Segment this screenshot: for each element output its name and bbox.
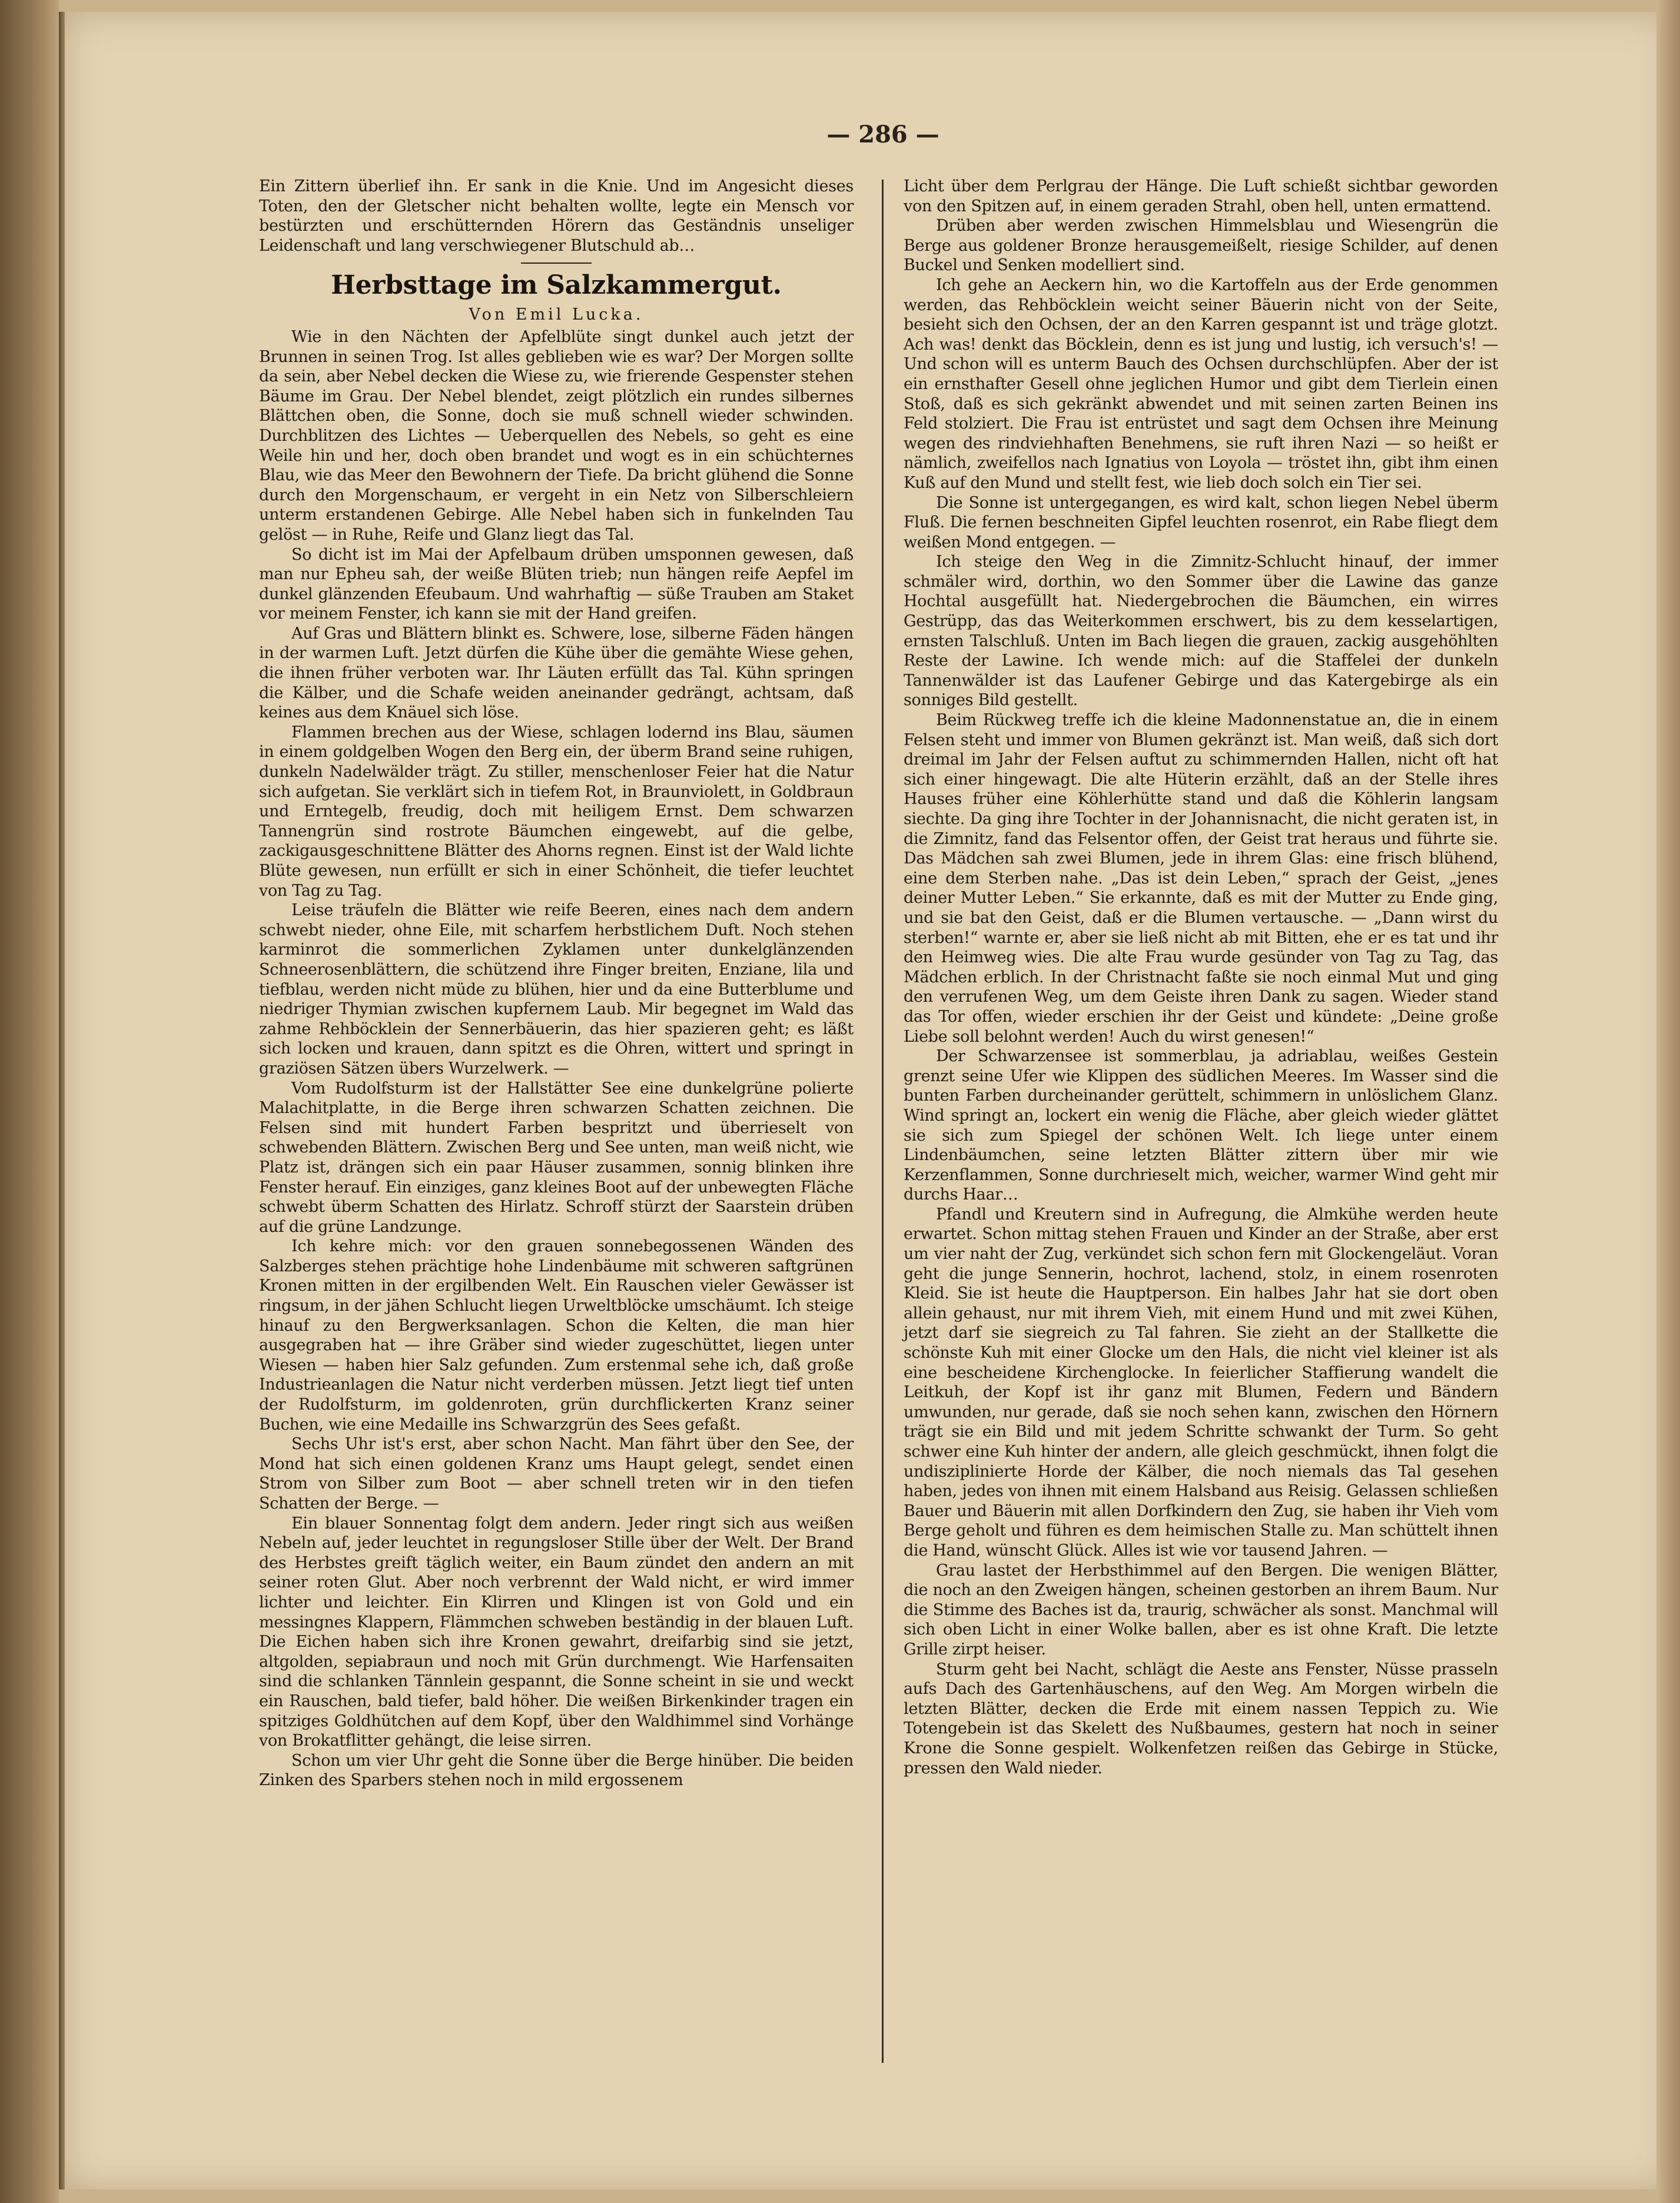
- paragraph: Grau lastet der Herbsthimmel auf den Bergen. Die wenigen Blätter, die noch an den Zweigen hängen, scheinen gestorben an ihrem Baum. Nur die Stimme des Baches ist da, traurig, schwächer als sonst. Manchmal will sich oben Licht in einer Wolke ballen, aber es ist ohne Kraft. Die letzte Grille zirpt heiser.: [904, 1561, 1498, 1659]
- book-binding: [0, 0, 59, 2203]
- paragraph: Schon um vier Uhr geht die Sonne über die Berge hinüber. Die beiden Zinken des Sparbers stehen noch in mild ergossenem: [259, 1751, 854, 1790]
- previous-article-ending: Ein Zittern überlief ihn. Er sank in die Knie. Und im Angesicht dieses Toten, den der Gletscher nicht behalten wollte, legte ein Mensch vor bestürzten und erschütternden Hörern das Geständnis unseliger Leidenschaft und lang verschwiegener Blutschuld ab…: [259, 177, 854, 255]
- paragraph-continuation: Licht über dem Perlgrau der Hänge. Die Luft schießt sichtbar geworden von den Spitzen auf, in einem geraden Strahl, oben hell, unten ermattend.: [904, 177, 1498, 215]
- paragraph: Ein blauer Sonnentag folgt dem andern. Jeder ringt sich aus weißen Nebeln auf, jeder leuchtet in regungsloser Stille über der Welt. Der Brand des Herbstes greift täglich weiter, ein Baum zündet den andern an mit seiner roten Glut. Aber noch verbrennt der Wald nicht, er wird immer lichter und leichter. Ein Klirren und Klingen ist von Gold und ein messingnes Klappern, Flämmchen schweben beständig in der blauen Luft. Die Eichen haben sich ihre Kronen gewahrt, dreifarbig sind sie jetzt, altgolden, sepiabraun und noch mit Grün durchmengt. Wie Harfensaiten sind die schlanken Tännlein gespannt, die Sonne scheint in sie und weckt ein Rauschen, bald tiefer, bald höher. Die weißen Birkenkinder tragen ein spitziges Goldhütchen auf dem Kopf, über den Waldhimmel sind Vorhänge von Brokatflitter gehängt, die leise sirren.: [259, 1514, 854, 1750]
- paragraph: Sechs Uhr ist's erst, aber schon Nacht. Man fährt über den See, der Mond hat sich einen goldenen Kranz ums Haupt gelegt, sendet einen Strom von Silber zum Boot — aber schnell treten wir in den tiefen Schatten der Berge. —: [259, 1435, 854, 1513]
- paragraph: Ich steige den Weg in die Zimnitz-Schlucht hinauf, der immer schmäler wird, dorthin, wo den Sommer über die Lawine das ganze Hochtal ausgefüllt hat. Niedergebrochen die Bäumchen, ein wirres Gestrüpp, das das Weiterkommen erschwert, bis zu dem kesselartigen, ernsten Talschluß. Unten im Bach liegen die grauen, zackig ausgehöhlten Reste der Lawine. Ich wende mich: auf die Staffelei der dunkeln Tannenwälder ist das Laufener Gebirge und das Katergebirge als ein sonniges Bild gestellt.: [904, 553, 1498, 710]
- article-separator: [521, 263, 592, 264]
- paragraph: Wie in den Nächten der Apfelblüte singt dunkel auch jetzt der Brunnen in seinen Trog. Ist alles geblieben wie es war? Der Morgen sollte da sein, aber Nebel decken die Wiese zu, wie frierende Gespenster stehen Bäume im Grau. Der Nebel blendet, zeigt plötzlich ein rundes silbernes Blättchen oben, die Sonne, doch sie muß schnell wieder schwinden. Durchblitzen des Lichtes — Ueberquellen des Nebels, so geht es eine Weile hin und her, doch oben brandet und wogt es in ein schüchternes Blau, wie das Meer den Bewohnern der Tiefe. Da bricht glühend die Sonne durch den Morgenschaum, er vergeht in ein Netz von Silberschleiern unterm erstandenen Gebirge. Alle Nebel haben sich in funkelnden Tau gelöst — in Ruhe, Reife und Glanz liegt das Tal.: [259, 327, 854, 544]
- paragraph: Sturm geht bei Nacht, schlägt die Aeste ans Fenster, Nüsse prasseln aufs Dach des Gartenhäuschens, auf den Weg. Am Morgen wirbeln die letzten Blätter, decken die Erde mit einem nassen Teppich zu. Wie Totengebein ist das Skelett des Nußbaumes, gestern hat noch in seiner Krone die Sonne gespielt. Wolkenfetzen reißen das Gebirge in Stücke, pressen den Wald nieder.: [904, 1660, 1498, 1777]
- paragraph: Ich kehre mich: vor den grauen sonnebegossenen Wänden des Salzberges stehen prächtige hohe Lindenbäume mit schweren saftgrünen Kronen mitten in der ergilbenden Welt. Ein Rauschen vieler Gewässer ist ringsum, in der jähen Schlucht liegen Urweltblöcke umschäumt. Ich steige hinauf zu den Bergwerksanlagen. Schon die Kelten, die man hier ausgegraben hat — ihre Gräber sind wieder zugeschüttet, liegen unter Wiesen — haben hier Salz gefunden. Zum erstenmal sehe ich, daß große Industrieanlagen die Natur nicht verderben müssen. Jetzt liegt tief unten der Rudolfsturm, im goldenroten, grün durchflickerten Kranz seiner Buchen, wie eine Medaille ins Schwarzgrün des Sees gefaßt.: [259, 1237, 854, 1434]
- right-column: [904, 177, 1498, 1778]
- paragraph: Drüben aber werden zwischen Himmelsblau und Wiesengrün die Berge aus goldener Bronze herausgemeißelt, riesige Schilder, auf denen Buckel und Senken modelliert sind.: [904, 217, 1498, 275]
- column-divider: [882, 180, 884, 2063]
- article-byline: Von Emil Lucka.: [469, 305, 644, 324]
- paragraph: Der Schwarzensee ist sommerblau, ja adriablau, weißes Gestein grenzt seine Ufer wie Klippen des südlichen Meeres. Im Wasser sind die bunten Farben durcheinander gerüttelt, schimmern in unlöslichem Glanz. Wind springt an, lockert ein wenig die Fläche, aber gleich wieder glättet sie sich zum Spiegel der schönen Welt. Ich liege unter einem Lindenbäumchen, seine letzten Blätter zittern über mir wie Kerzenflammen, Sonne durchrieselt mich, weicher, warmer Wind geht mir durchs Haar…: [904, 1047, 1498, 1204]
- left-column: [259, 177, 854, 1790]
- paragraph: Ich gehe an Aeckern hin, wo die Kartoffeln aus der Erde genommen werden, das Rehböcklein weicht seiner Bäuerin nicht von der Seite, besieht sich den Ochsen, der an den Karren gespannt ist und träge glotzt. Ach was! denkt das Böcklein, denn es ist jung und lustig, ich versuch's! — Und schon will es unterm Bauch des Ochsen durchschlüpfen. Aber der ist ein ernsthafter Gesell ohne jeglichen Humor und gibt dem Tierlein einen Stoß, daß es sich gekränkt abwendet und mit seinen zarten Beinen ins Feld stolziert. Die Frau ist entrüstet und sagt dem Ochsen ihre Meinung wegen des rindviehhaften Benehmens, sie ruft ihren Nazi — so heißt er nämlich, zweifellos nach Ignatius von Loyola — tröstet ihn, gibt ihm einen Kuß auf den Mund und stellt fest, wie lieb doch solch ein Tier sei.: [904, 275, 1498, 492]
- paragraph: Vom Rudolfsturm ist der Hallstätter See eine dunkelgrüne polierte Malachitplatte, in die Berge ihren schwarzen Schatten zeichnen. Die Felsen sind mit hundert Farben bespritzt und überrieselt von schwebenden Blättern. Zwischen Berg und See unten, man weiß nicht, wie Platz ist, drängen sich ein paar Häuser zusammen, sonnig blinken ihre Fenster herauf. Ein einziges, ganz kleines Boot auf der unbewegten Fläche schwebt überm Schatten des Hirlatz. Schroff stürzt der Saarstein drüben auf die grüne Landzunge.: [259, 1079, 854, 1236]
- paragraph: Leise träufeln die Blätter wie reife Beeren, eines nach dem andern schwebt nieder, ohne Eile, mit scharfem herbstlichem Duft. Noch stehen karminrot die sommerlichen Zyklamen unter dunkelglänzenden Schneerosenblättern, die schützend ihre Finger breiten, Enziane, lila und tiefblau, werden nicht müde zu blühen, hier und da eine Butterblume und niedriger Thymian zwischen kupfernem Laub. Mir begegnet im Wald das zahme Rehböcklein der Sennerbäuerin, das hier spazieren geht; es läßt sich locken und krauen, dann spitzt es die Ohren, wittert und springt in graziösen Sätzen übers Wurzelwerk. —: [259, 901, 854, 1078]
- page-left-edge: [59, 12, 65, 2189]
- paragraph: Die Sonne ist untergegangen, es wird kalt, schon liegen Nebel überm Fluß. Die fernen beschneiten Gipfel leuchten rosenrot, ein Rabe fliegt dem weißen Mond entgegen. —: [904, 493, 1498, 551]
- paragraph: So dicht ist im Mai der Apfelbaum drüben umsponnen gewesen, daß man nur Epheu sah, der weiße Blüten trieb; nun hängen reife Aepfel im dunkel glänzenden Efeubaum. Und wahrhaftig — süße Trauben am Staket vor meinem Fenster, ich kann sie mit der Hand greifen.: [259, 545, 854, 623]
- paragraph: Beim Rückweg treffe ich die kleine Madonnenstatue an, die in einem Felsen steht und immer von Blumen gekränzt ist. Man weiß, daß sich dort dreimal im Jahr der Felsen auftut zu schimmernden Hallen, nicht oft hat sich einer hingewagt. Die alte Hüterin erzählt, daß an der Stelle ihres Hauses früher eine Köhlerhütte stand und daß die Köhlerin langsam siechte. Da ging ihre Tochter in der Johannisnacht, die nicht geraten ist, in die Zimnitz, fand das Felsentor offen, der Geist trat heraus und führte sie. Das Mädchen sah zwei Blumen, jede in ihrem Glas: eine frisch blühend, eine dem Sterben nahe. „Das ist dein Leben,“ sprach der Geist, „jenes deiner Mutter Leben.“ Sie erkannte, daß es mit der Mutter zu Ende ging, und sie bat den Geist, daß er die Blumen vertausche. — „Dann wirst du sterben!“ warnte er, aber sie ließ nicht ab mit Bitten, ehe er es tat und ihr den Heimweg wies. Die alte Frau wurde gesünder von Tag zu Tag, das Mädchen erblich. In der Christnacht faßte sie noch einmal Mut und ging den verrufenen Weg, um dem Geiste ihren Dank zu sagen. Wieder stand das Tor offen, wieder erschien ihr der Geist und kündete: „Deine große Liebe soll belohnt werden! Auch du wirst genesen!“: [904, 711, 1498, 1046]
- page-number: — 286 —: [826, 121, 939, 148]
- paragraph: Pfandl und Kreutern sind in Aufregung, die Almkühe werden heute erwartet. Schon mittag stehen Frauen und Kinder an der Straße, aber erst um vier naht der Zug, verkündet sich schon fern mit Glockengeläut. Voran geht die junge Sennerin, hochrot, lachend, stolz, in einem rosenroten Kleid. Sie ist heute die Hauptperson. Ein halbes Jahr hat sie dort oben allein gehaust, nur mit ihrem Vieh, mit einem Hund und mit zwei Kühen, jetzt darf sie siegreich zu Tal fahren. Sie zieht an der Stallkette die schönste Kuh mit einer Glocke um den Hals, die nicht viel kleiner ist als eine bescheidene Kirchenglocke. In feierlicher Staffierung wandelt die Leitkuh, der Kopf ist ihr ganz mit Blumen, Federn und Bändern umwunden, nur gerade, daß sie noch sehen kann, zwischen den Hörnern trägt sie ein Bild und mit jedem Schritte schwankt der Turm. So geht schwer eine Kuh hinter der andern, alle gleich geschmückt, ihnen folgt die undisziplinierte Horde der Kälber, die noch niemals das Tal gesehen haben, jedes von ihnen mit einem Halsband aus Reisig. Gelassen schließen Bauer und Bäuerin mit allen Dorfkindern den Zug, sie haben ihr Vieh vom Berge geholt und führen es dem heimischen Stalle zu. Man schüttelt ihnen die Hand, wünscht Glück. Alles ist wie vor tausend Jahren. —: [904, 1205, 1498, 1560]
- paragraph: Flammen brechen aus der Wiese, schlagen lodernd ins Blau, säumen in einem goldgelben Wogen den Berg ein, der überm Brand seine ruhigen, dunkeln Nadelwälder trägt. Zu stiller, menschenloser Feier hat die Natur sich aufgetan. Sie verklärt sich in tiefem Rot, in Braunviolett, in Goldbraun und Erntegelb, freudig, doch mit heiligem Ernst. Dem schwarzen Tannengrün sind rostrote Bäumchen eingewebt, auf die gelbe, zackigausgeschnittene Blätter des Ahorns regnen. Einst ist der Wald lichte Blüte gewesen, nun erfüllt er sich in einer Schönheit, die tiefer leuchtet von Tag zu Tag.: [259, 723, 854, 900]
- article-title: Herbsttage im Salzkammergut.: [331, 270, 782, 301]
- paragraph: Auf Gras und Blättern blinkt es. Schwere, lose, silberne Fäden hängen in der warmen Luft. Jetzt dürfen die Kühe über die gemähte Wiese gehen, die ihnen früher verboten war. Ihr Läuten erfüllt das Tal. Kühn springen die Kälber, und die Schafe weiden aneinander gedrängt, achtsam, daß keines aus dem Knäuel sich löse.: [259, 624, 854, 722]
- book-right-edge: [1656, 0, 1680, 2203]
